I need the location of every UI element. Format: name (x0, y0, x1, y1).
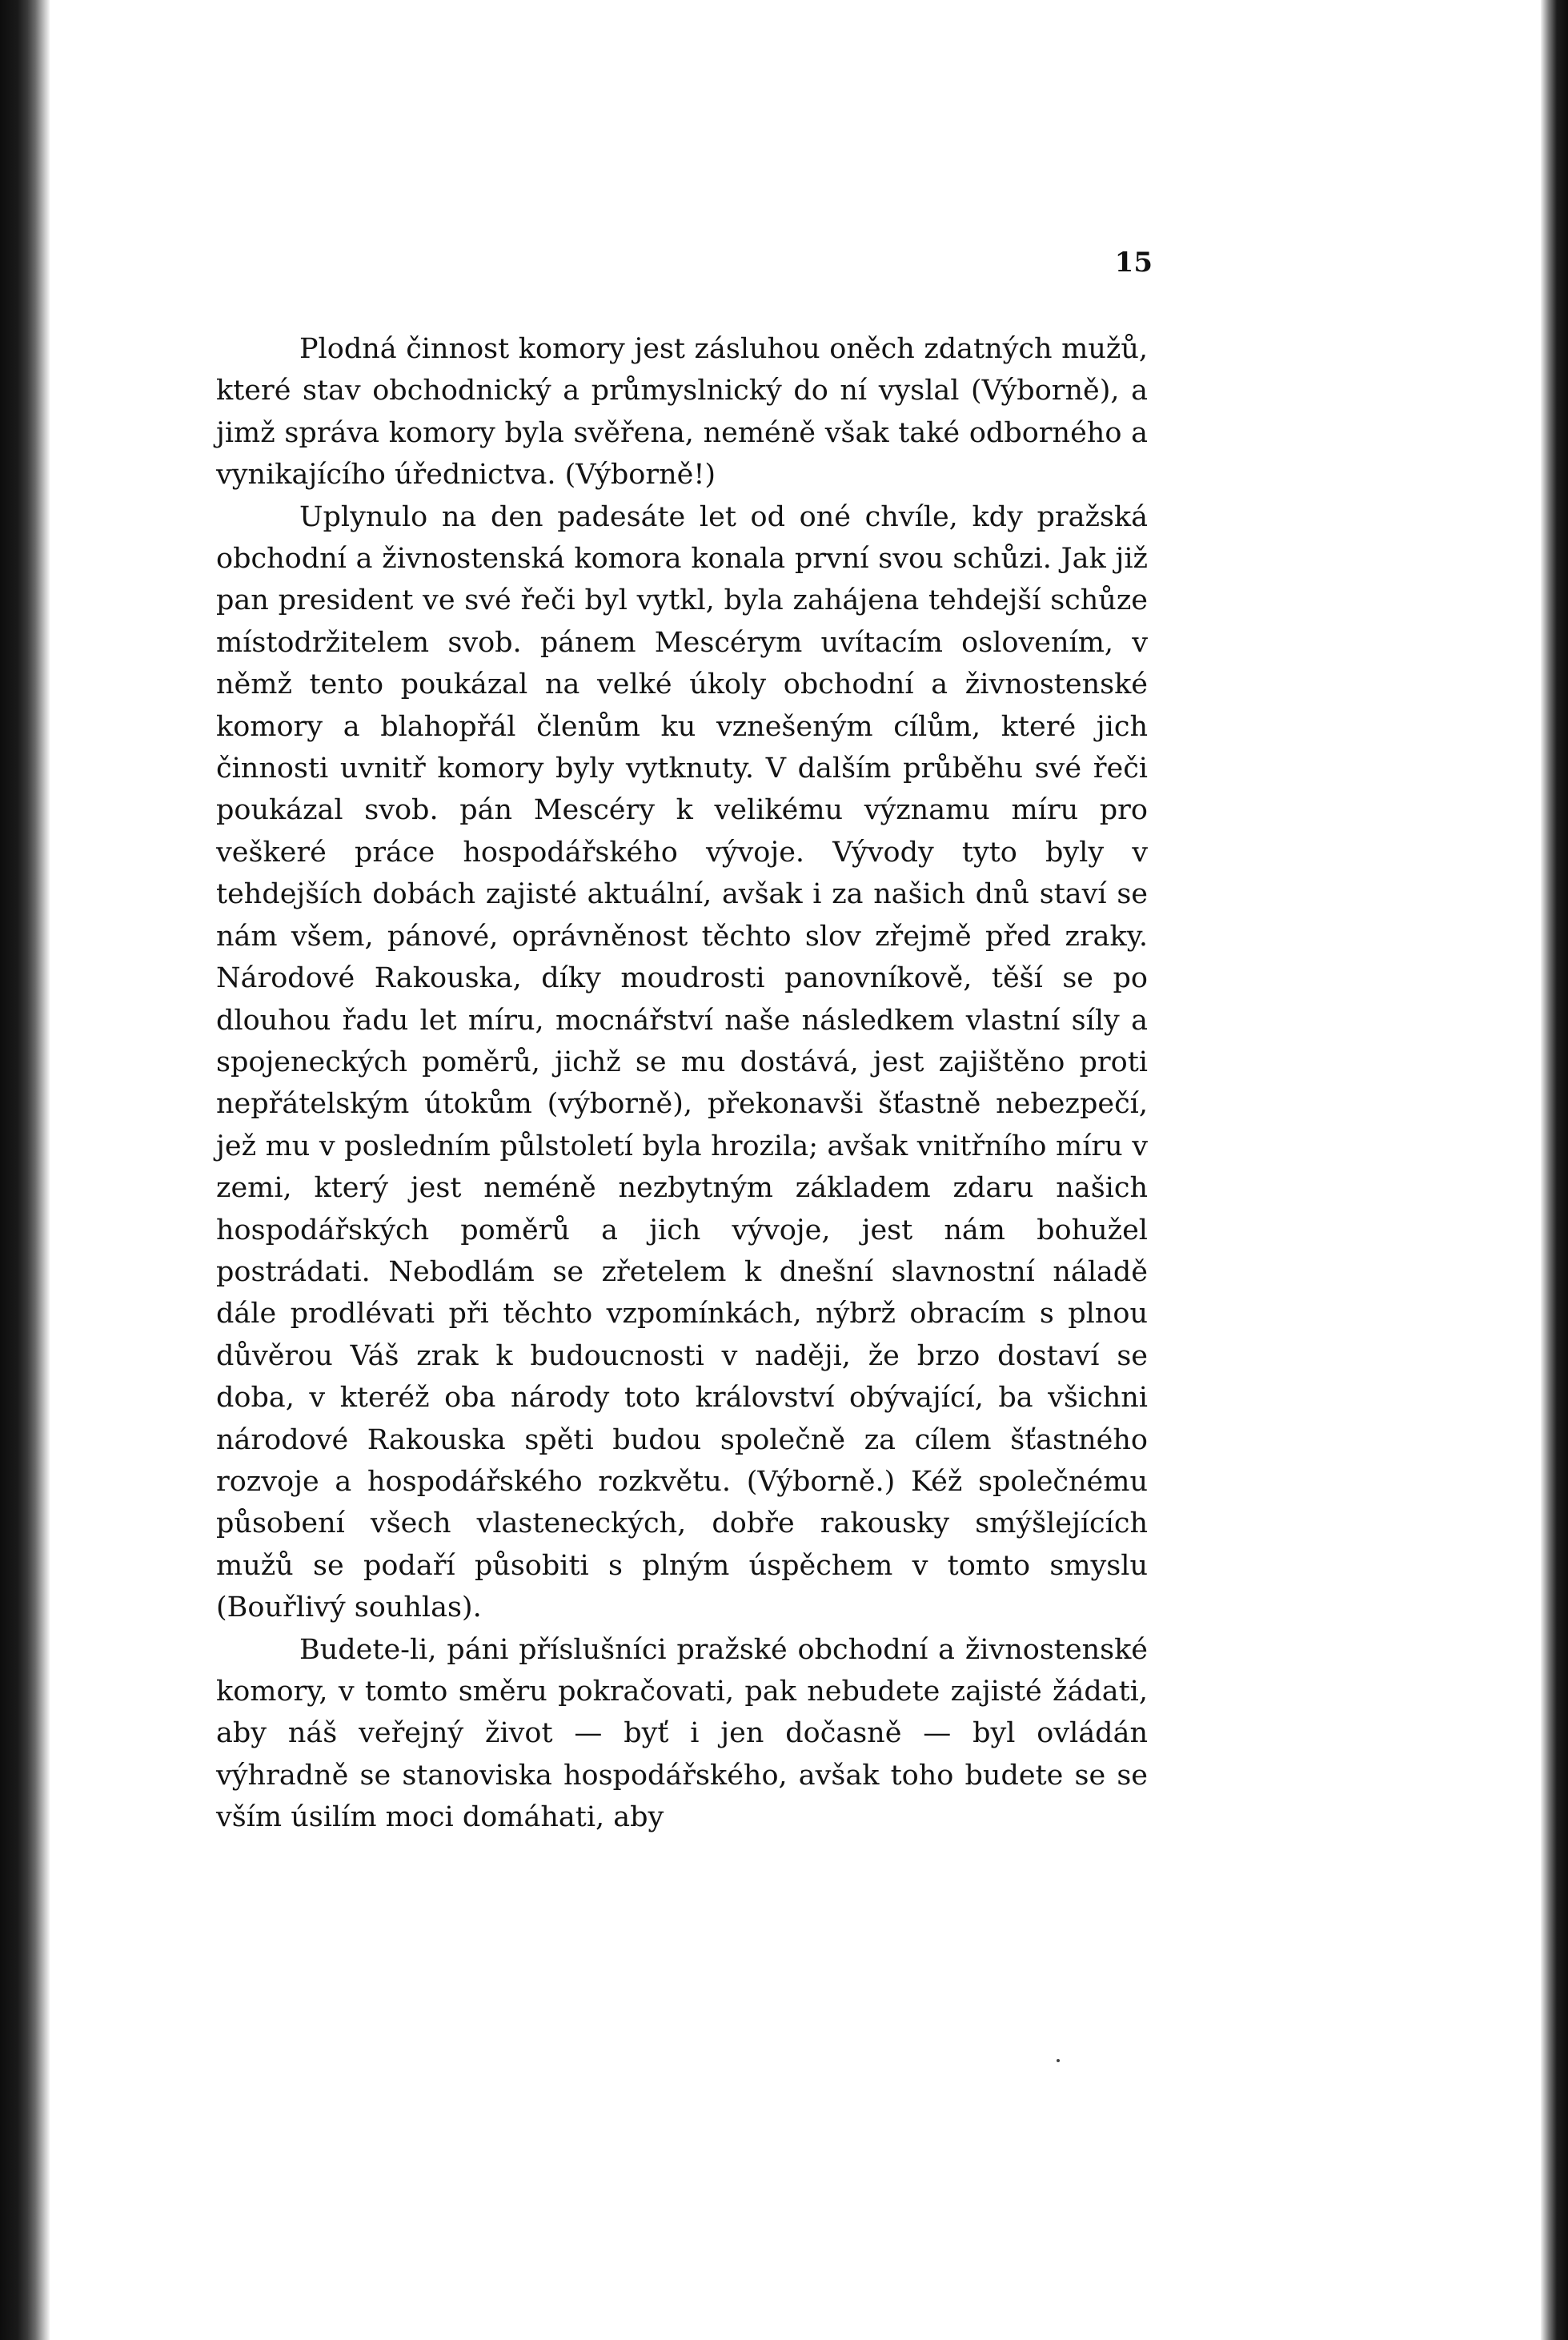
page-number: 15 (1114, 247, 1153, 279)
paragraph: Plodná činnost komory jest zásluhou oněch zdatných mužů, které stav obchodnický a průmyslnický do ní vyslal (Výborně), a jimž správa komory byla svěřena, neméně však také odborného a vynikajícího úřednictva. (Výborně!) (216, 333, 1148, 492)
book-binding-shadow (0, 0, 50, 2340)
page-edge-shadow (1541, 0, 1568, 2340)
paragraph: Uplynulo na den padesáte let od oné chvíle, kdy pražská obchodní a živnostenská komora konala první svou schůzi. Jak již pan president ve své řeči byl vytkl, byla zahájena tehdejší schůze místodržitelem svob. pánem Mescérym uvítacím oslovením, v němž tento poukázal na velké úkoly obchodní a živnostenské komory a blahopřál členům ku vznešeným cílům, které jich činnosti uvnitř komory byly vytknuty. V dalším průběhu své řeči poukázal svob. pán Mescéry k velikému významu míru pro veškeré práce hospodářského vývoje. Vývody tyto byly v tehdejších dobách zajisté aktuální, avšak i za našich dnů staví se nám všem, pánové, oprávněnost těchto slov zřejmě před zraky. Národové Rakouska, díky moudrosti panovníkově, těší se po dlouhou řadu let míru, mocnářství naše následkem vlastní síly a spojeneckých poměrů, jichž se mu dostává, jest zajištěno proti nepřátelským útokům (výborně), překonavši šťastně nebezpečí, jež mu v posledním půlstoletí byla hrozila; avšak vnitřního míru v zemi, který jest neméně nezbytným základem zdaru našich hospodářských poměrů a jich vývoje, jest nám bohužel postrádati. Nebodlám se zřetelem k dnešní slavnostní náladě dále prodlévati při těchto vzpomínkách, nýbrž obracím s plnou důvěrou Váš zrak k budoucnosti v naději, že brzo dostaví se doba, v kteréž oba národy toto království obývající, ba všichni národové Rakouska spěti budou společně za cílem šťastného rozvoje a hospodářského rozkvětu. (Výborně.) Kéž společnému působení všech vlasteneckých, dobře rakousky smýšlejících mužů se podaří působiti s plným úspěchem v tomto smyslu (Bouřlivý souhlas). (216, 500, 1148, 1624)
paragraph: Budete-li, páni příslušníci pražské obchodní a živnostenské komory, v tomto směru pokračovati, pak nebudete zajisté žádati, aby náš veřejný život — byť i jen dočasně — byl ovládán výhradně se stanoviska hospodářského, avšak toho budete se se vším úsilím moci domáhati, aby (216, 1633, 1148, 1834)
body-text (216, 328, 1148, 1839)
scan-speck (1057, 2059, 1060, 2062)
